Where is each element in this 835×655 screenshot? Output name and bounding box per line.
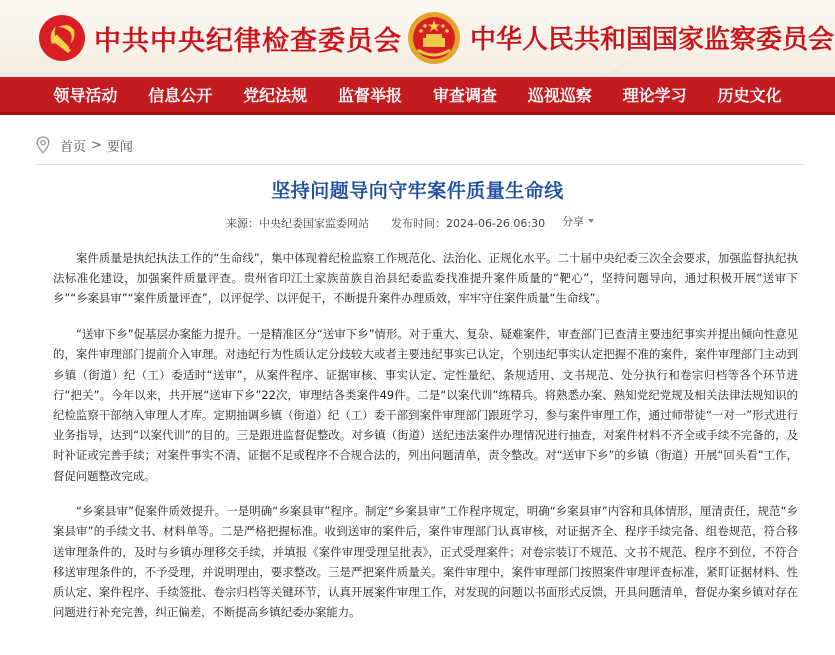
main-nav	[0, 77, 835, 115]
nav-item-regulations[interactable]: 党纪法规	[243, 86, 308, 105]
article-title: 坚持问题导向守牢案件质量生命线	[271, 180, 564, 202]
nav-item-history[interactable]: 历史文化	[717, 86, 782, 105]
site-header	[0, 0, 835, 77]
party-emblem-icon[interactable]	[38, 14, 86, 62]
breadcrumb-current-link[interactable]: 要闻	[106, 139, 133, 155]
article-body	[53, 248, 798, 638]
article-publish-time: 发布时间：2024-06-26 06:30	[391, 217, 546, 230]
site-title-left[interactable]: 中共中央纪律检查委员会	[94, 26, 402, 57]
article-paragraph: “送审下乡”促基层办案能力提升。一是精准区分“送审下乡”情形。对于重大、复杂、疑难案件，审查部门已查清主要违纪事实并提出倾向性意见的，案件审理部门提前介入审理。对违纪行为性质认定分歧较大或者主要违纪事实已认定，个别违纪事实认定把握不准的案件，案件审理部门主动到乡镇（街道）纪（工）委适时“送审”，从案件程序、证据审核、事实认定、定性量纪、条规适用、文书规范、处分执行和卷宗归档等各个环节进行“把关”。今年以来，共开展“送审下乡”22次，审理结各类案件49件。二是“以案代训”练精兵。将熟悉办案、熟知党纪党规及相关法律法规知识的纪检监察干部纳入审理人才库。定期抽调乡镇（街道）纪（工）委干部到案件审理部门跟班学习，参与案件审理工作，通过师带徒“一对一”形式进行业务指导，达到“以案代训”的目的。三是跟进监督促整改。对乡镇（街道）送纪违法案件办理情况进行抽查，对案件材料不齐全或手续不完备的，及时补证或完善手续；对案件事实不清、证据不足或程序不合规合法的，列出问题清单，责令整改。对“送审下乡”的乡镇（街道）开展“回头看”工作，督促问题整改完成。	[53, 327, 798, 483]
share-label: 分享	[562, 215, 584, 228]
article-source: 来源：中央纪委国家监委网站	[226, 217, 369, 230]
article-paragraph: 案件质量是执纪执法工作的“生命线”，集中体现着纪检监察工作规范化、法治化、正规化水平。二十届中央纪委三次全会要求，加强监督执纪执法标准化建设，加强案件质量评查。贵州省印江土家族苗族自治县纪委监委找准提升案件质量的“靶心”，坚持问题导向，通过积极开展“送审下乡”“乡案县审”“案件质量评查”，以评促学、以评促干，不断提升案件办理质效，牢牢守住案件质量“生命线”。	[53, 251, 798, 306]
nav-item-info-disclosure[interactable]: 信息公开	[148, 86, 213, 105]
breadcrumb-separator: >	[91, 137, 102, 153]
breadcrumb-home-link[interactable]: 首页	[60, 139, 87, 155]
share-button[interactable]	[562, 213, 594, 229]
article-meta	[226, 215, 545, 231]
breadcrumb-divider	[36, 164, 804, 165]
caret-down-icon	[588, 219, 594, 223]
nav-item-investigation[interactable]: 审查调查	[432, 86, 497, 105]
nav-item-theory[interactable]: 理论学习	[622, 86, 687, 105]
nav-item-leadership[interactable]: 领导活动	[53, 86, 118, 105]
national-emblem-icon[interactable]	[406, 10, 462, 66]
site-title-right[interactable]: 中华人民共和国国家监察委员会	[470, 25, 835, 55]
nav-item-inspection[interactable]: 巡视巡察	[527, 86, 592, 105]
location-pin-icon	[36, 136, 50, 154]
article-paragraph: “乡案县审”促案件质效提升。一是明确“乡案县审”程序。制定“乡案县审”工作程序规定，明确“乡案县审”内容和具体情形，厘清责任，规范“乡案县审”的手续文书、材料单等。二是严格把握标准。收到送审的案件后，案件审理部门认真审核，对证据齐全、程序手续完备、组卷规范，符合移送审理条件的，及时与乡镇办理移交手续，并填报《案件审理受理呈批表》，正式受理案件；对卷宗装订不规范、文书不规范、程序不到位，不符合移送审理条件的，不予受理，并说明理由，要求整改。三是严把案件质量关。案件审理中，案件审理部门按照案件审理评查标准，紧盯证据材料、性质认定、案件程序、手续签批、卷宗归档等关键环节，认真开展案件审理工作，对发现的问题以书面形式反馈，开具问题清单，督促办案乡镇对存在问题进行补充完善，纠正偏差，不断提高乡镇纪委办案能力。	[53, 504, 798, 620]
breadcrumb	[36, 135, 133, 155]
nav-item-report[interactable]: 监督举报	[338, 86, 403, 105]
